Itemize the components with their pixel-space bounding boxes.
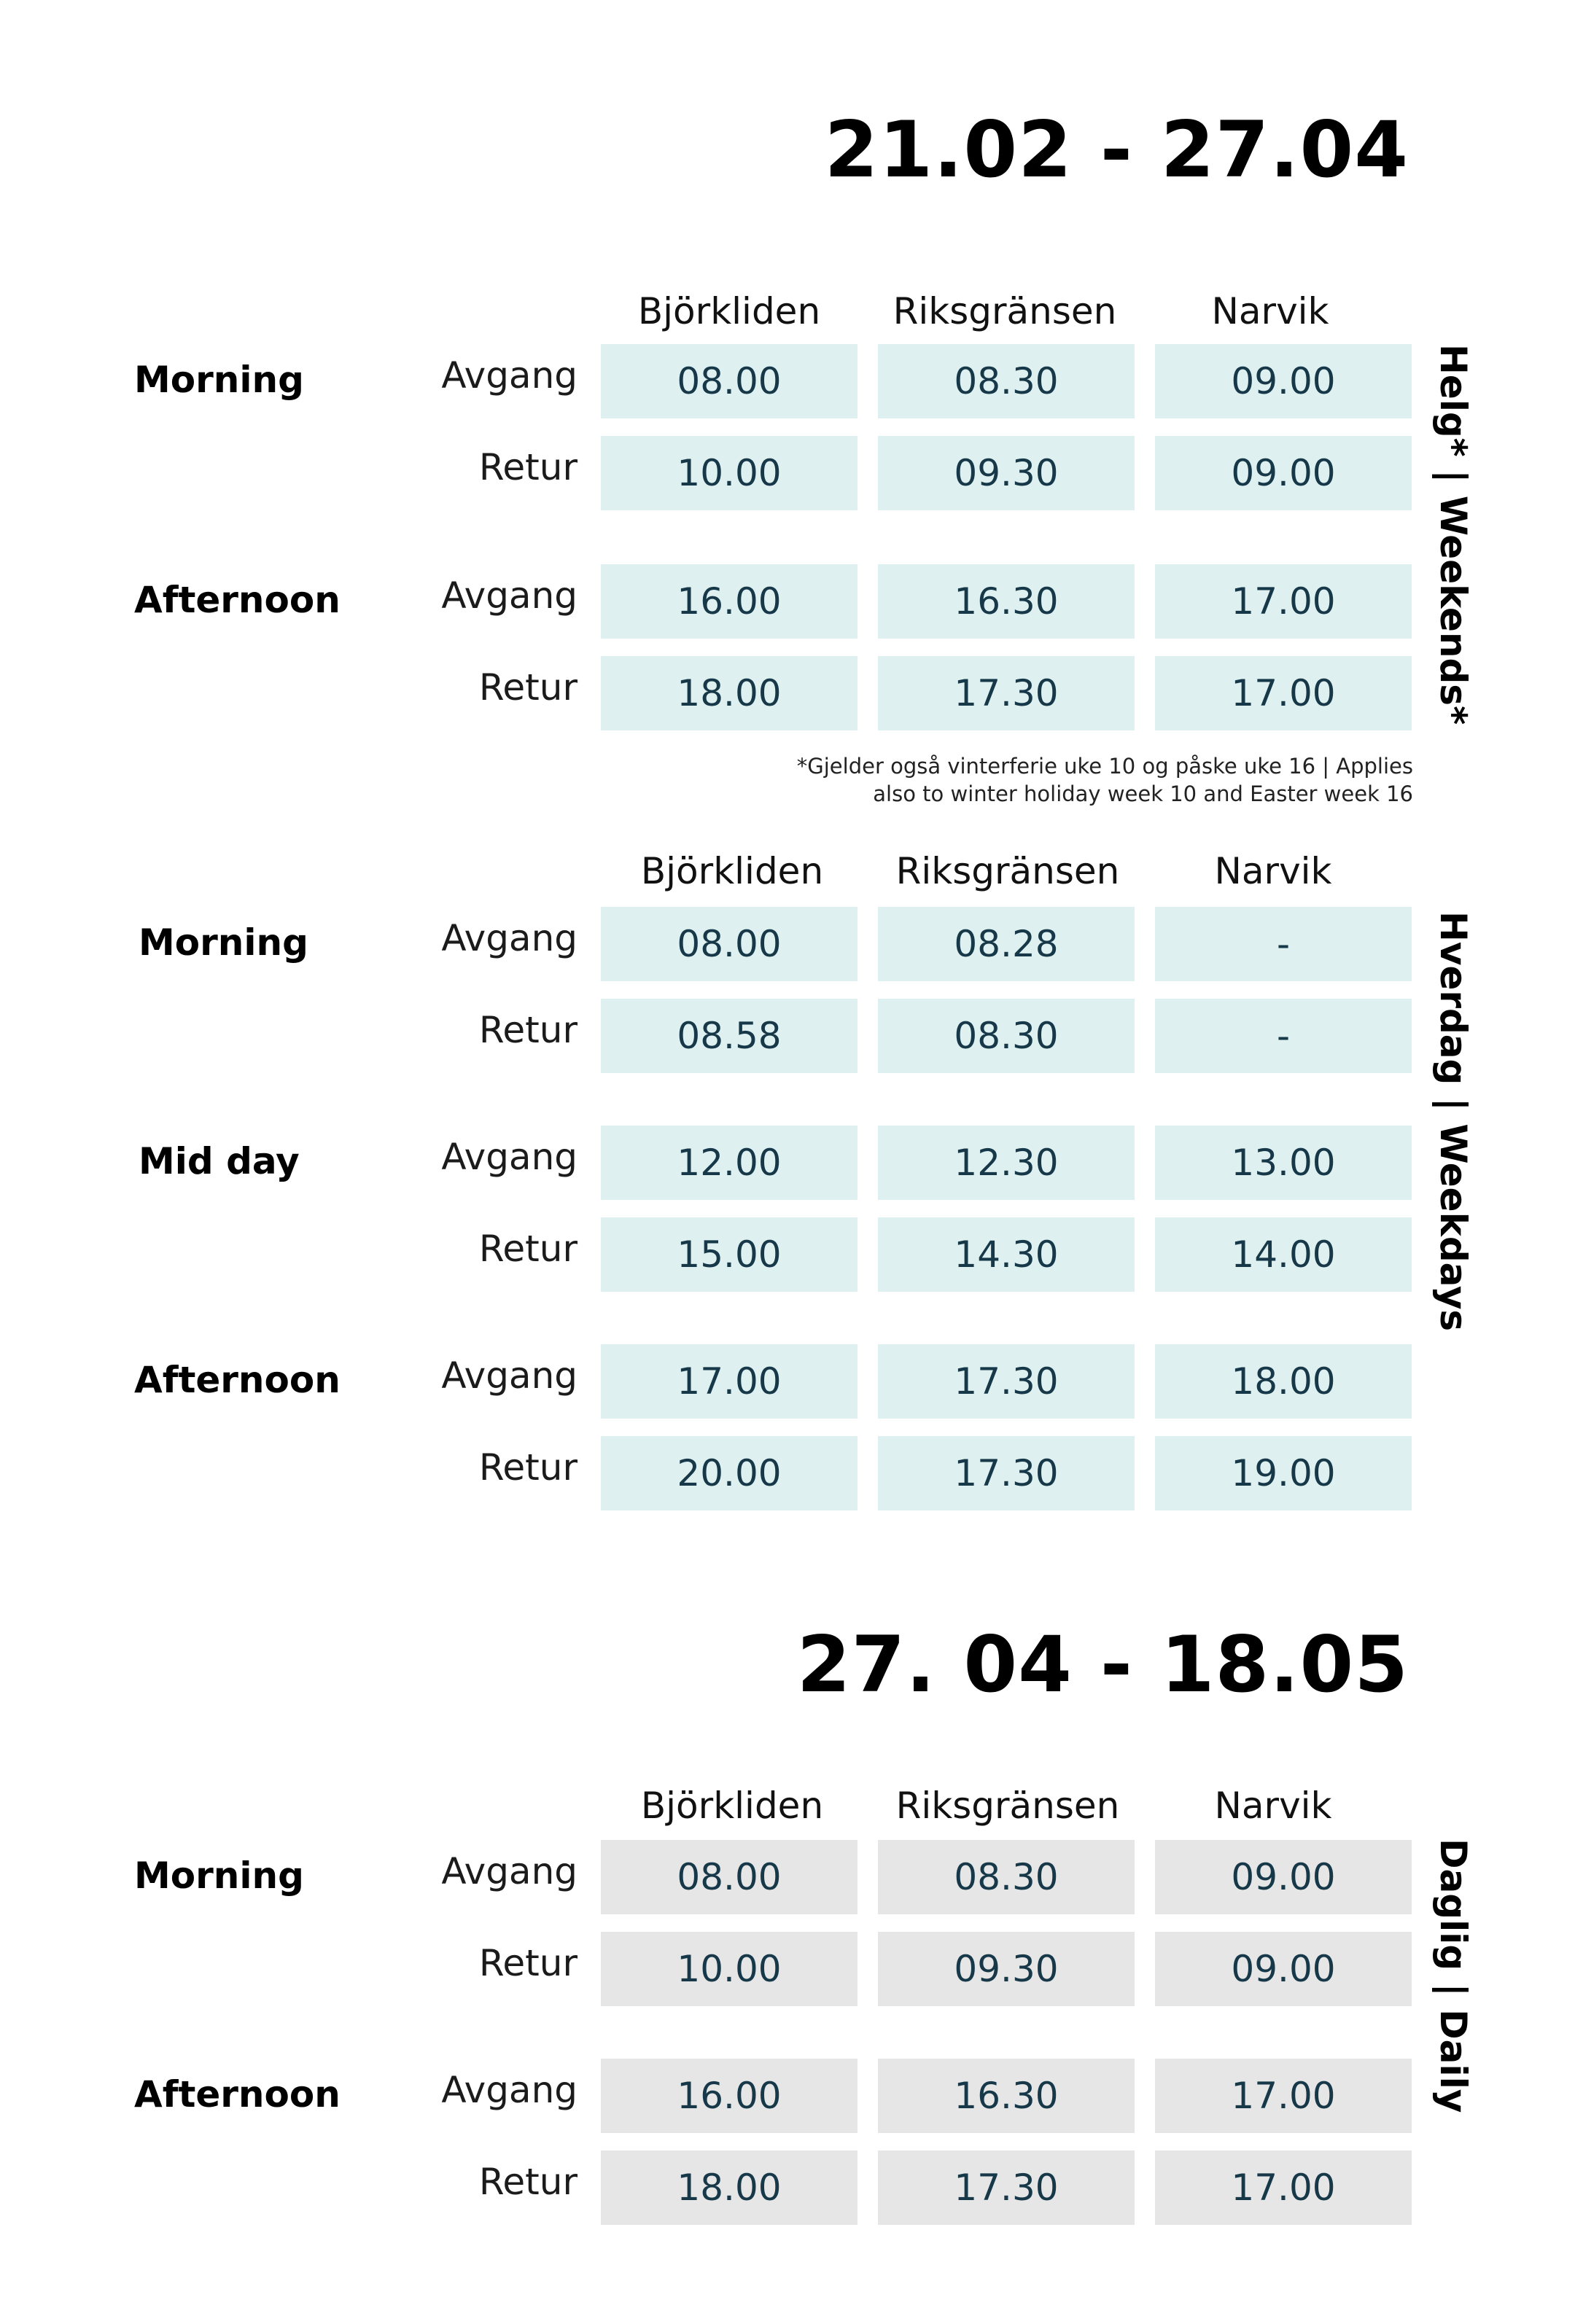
time-cell: 12.30 [878,1126,1135,1200]
direction-label: Retur [478,1009,578,1051]
time-cell: 16.00 [601,564,858,639]
direction-label: Avgang [441,1136,578,1178]
time-cell: 17.00 [601,1344,858,1419]
time-cell: 08.00 [601,1840,858,1914]
time-cell: 08.00 [601,344,858,418]
time-cell: 17.00 [1155,656,1412,730]
time-cell: 16.30 [878,2059,1135,2133]
time-cell: 09.30 [878,436,1135,510]
time-cell: 17.00 [1155,2059,1412,2133]
footnote: *Gjelder også vinterferie uke 10 og påske uke 16 | Applies also to winter holiday week 10 and Easter week 16 [796,754,1413,806]
schedule-type-label: Daglig | Daily [1432,1838,1474,2113]
period-title: 27. 04 - 18.05 [796,1620,1409,1709]
time-cell: 17.30 [878,2151,1135,2225]
column-header-bjorkliden: Björkliden [640,850,824,892]
time-cell: 17.30 [878,656,1135,730]
time-period-label: Afternoon [134,579,341,621]
direction-label: Retur [478,1942,578,1984]
time-cell: 09.00 [1155,344,1412,418]
direction-label: Avgang [441,354,578,397]
time-cell: 09.00 [1155,436,1412,510]
time-period-label: Afternoon [134,1359,341,1401]
time-cell: 16.00 [601,2059,858,2133]
time-cell: 08.30 [878,999,1135,1073]
time-cell: 08.30 [878,1840,1135,1914]
time-cell: 08.30 [878,344,1135,418]
time-cell: 17.00 [1155,2151,1412,2225]
direction-label: Retur [478,666,578,709]
time-period-label: Morning [134,1855,304,1897]
time-cell: 09.00 [1155,1932,1412,2006]
column-header-narvik: Narvik [1214,850,1332,892]
direction-label: Retur [478,1446,578,1489]
schedule-type-label: Hverdag | Weekdays [1432,911,1474,1332]
direction-label: Retur [478,2161,578,2203]
time-cell: 17.30 [878,1436,1135,1510]
time-period-label: Morning [139,921,308,964]
column-header-riksgransen: Riksgränsen [892,290,1117,332]
time-cell: 17.00 [1155,564,1412,639]
time-cell: 16.30 [878,564,1135,639]
column-header-riksgransen: Riksgränsen [895,1785,1120,1827]
time-cell: 19.00 [1155,1436,1412,1510]
direction-label: Avgang [441,1850,578,1892]
time-period-label: Afternoon [134,2073,341,2116]
time-cell: 18.00 [601,2151,858,2225]
time-cell: 18.00 [601,656,858,730]
time-cell: 13.00 [1155,1126,1412,1200]
column-header-narvik: Narvik [1214,1785,1332,1827]
column-header-bjorkliden: Björkliden [637,290,821,332]
column-header-riksgransen: Riksgränsen [895,850,1120,892]
time-cell: 15.00 [601,1217,858,1292]
time-cell: 14.00 [1155,1217,1412,1292]
time-cell: 08.00 [601,907,858,981]
time-cell: 10.00 [601,436,858,510]
schedule-type-label: Helg* | Weekends* [1432,344,1474,725]
direction-label: Retur [478,446,578,488]
time-cell: 14.30 [878,1217,1135,1292]
time-cell: 10.00 [601,1932,858,2006]
column-header-narvik: Narvik [1211,290,1329,332]
time-period-label: Morning [134,359,304,401]
direction-label: Avgang [441,2069,578,2111]
time-cell: 17.30 [878,1344,1135,1419]
time-cell: 08.58 [601,999,858,1073]
time-cell: 09.30 [878,1932,1135,2006]
time-cell: 18.00 [1155,1344,1412,1419]
column-header-bjorkliden: Björkliden [640,1785,824,1827]
direction-label: Avgang [441,574,578,617]
time-cell: - [1155,999,1412,1073]
direction-label: Avgang [441,1354,578,1397]
direction-label: Retur [478,1228,578,1270]
time-cell: - [1155,907,1412,981]
time-cell: 20.00 [601,1436,858,1510]
time-cell: 12.00 [601,1126,858,1200]
time-period-label: Mid day [139,1140,300,1182]
time-cell: 09.00 [1155,1840,1412,1914]
time-cell: 08.28 [878,907,1135,981]
direction-label: Avgang [441,917,578,959]
period-title: 21.02 - 27.04 [824,105,1409,195]
